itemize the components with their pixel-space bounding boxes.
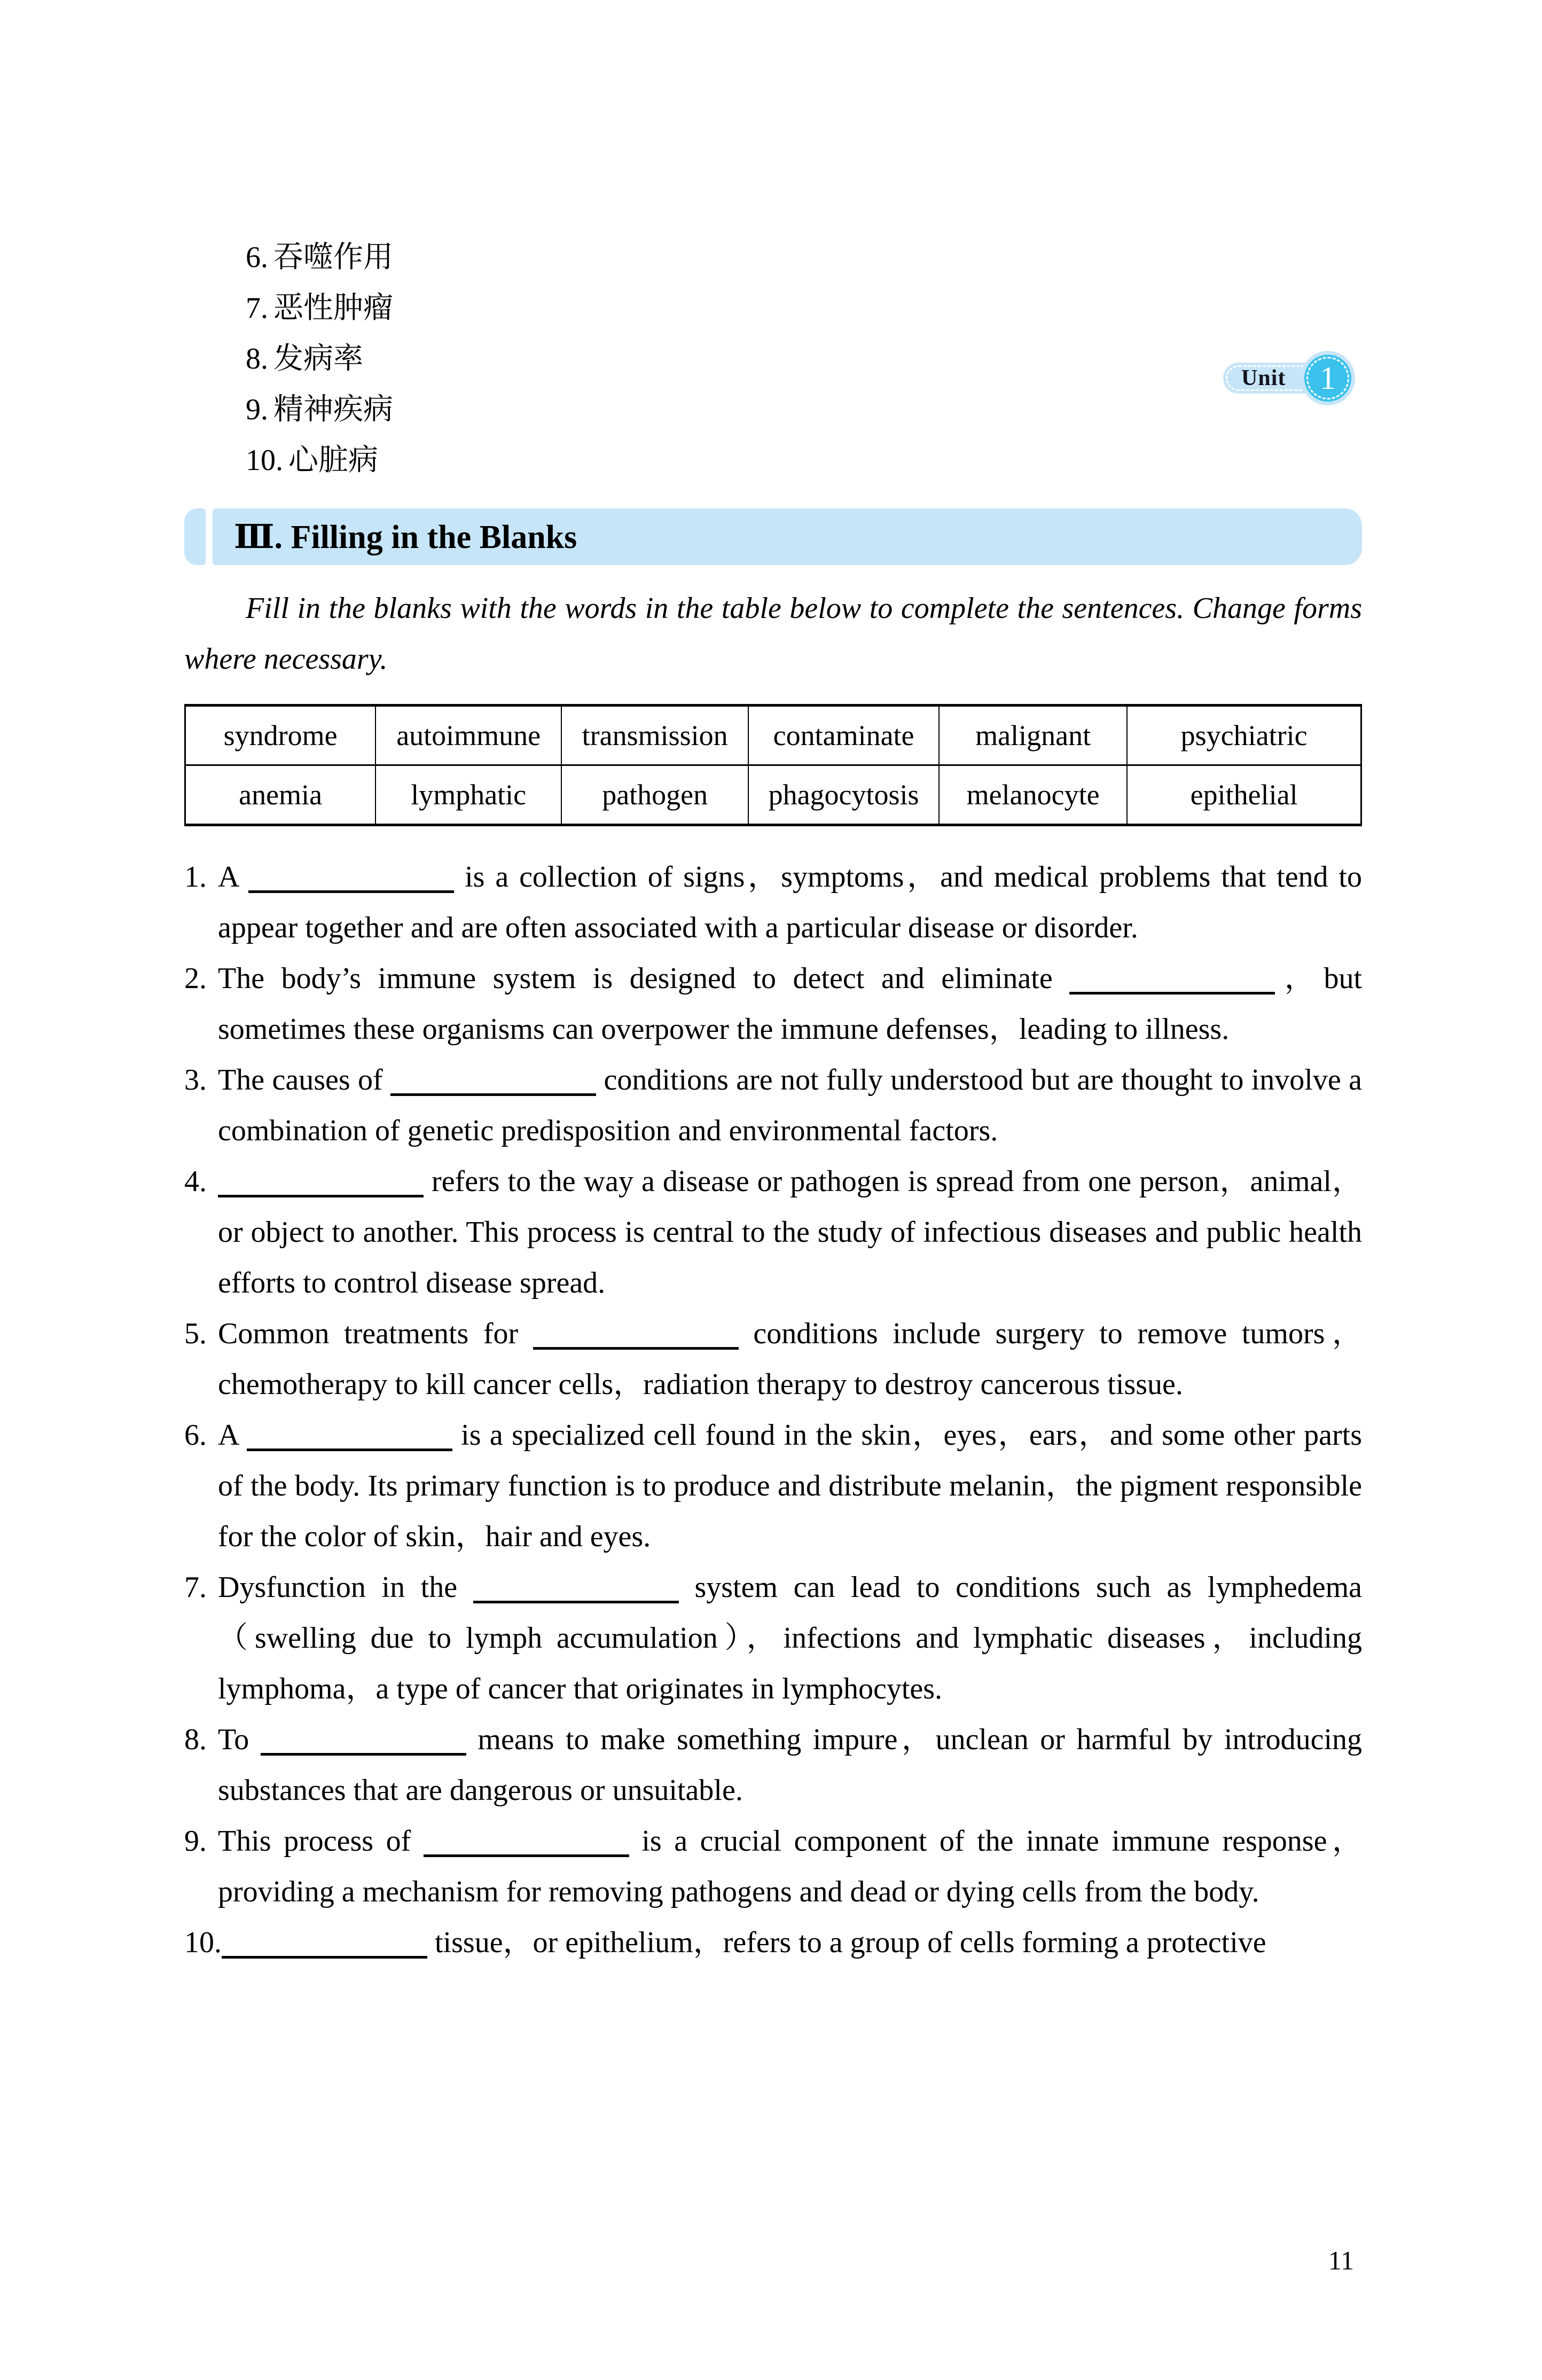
item-number: 10. (246, 444, 283, 477)
table-row (185, 765, 1361, 825)
cn-list-item (246, 283, 1362, 334)
sentence-text: The body’s immune system is designed to detect and eliminate (218, 962, 1070, 995)
sentence-text: Common treatments for (218, 1317, 533, 1350)
sentence-text: Dysfunction in the (218, 1571, 473, 1604)
word-cell: pathogen (561, 765, 748, 825)
item-number: 6. (246, 241, 268, 274)
item-number: 9. (184, 1825, 207, 1858)
item-number: 4. (184, 1165, 207, 1198)
sentence-item (184, 1562, 1362, 1714)
sentence-text: A (218, 1419, 247, 1452)
item-number: 10. (184, 1926, 222, 1959)
item-text: 心脏病 (288, 444, 378, 477)
item-number: 7. (184, 1571, 207, 1604)
item-text: 发病率 (273, 342, 363, 375)
fill-blank-line (1069, 965, 1275, 995)
sentence-text: is a crucial component of the innate immune response，providing a mechanism for removing pathogens and dead or dying cells from the body. (218, 1825, 1362, 1908)
fill-blank-line (248, 863, 454, 893)
item-number: 5. (184, 1317, 207, 1350)
item-number: 1. (184, 860, 207, 894)
sentence-text: The causes of (218, 1063, 391, 1097)
item-number: 7. (246, 292, 268, 325)
section-title: Ⅲ. Filling in the Blanks (234, 519, 577, 555)
sentence-text: means to make something impure，unclean or harmful by introducing substances that are dangerous or unsuitable. (218, 1723, 1363, 1807)
section-title-bar (213, 508, 1362, 565)
fill-blank-line (247, 1421, 452, 1451)
word-cell: syndrome (185, 706, 376, 765)
word-cell: lymphatic (375, 765, 561, 825)
word-cell: phagocytosis (748, 765, 939, 825)
item-text: 恶性肿瘤 (273, 292, 393, 325)
page-content (184, 232, 1362, 1968)
exercise-list (184, 852, 1362, 1968)
cn-list-item (246, 385, 1362, 435)
word-cell: anemia (185, 765, 376, 825)
word-table-body (185, 706, 1361, 825)
sentence-text: conditions include surgery to remove tumors，chemotherapy to kill cancer cells，radiation therapy to destroy cancerous tissue. (218, 1317, 1362, 1401)
sentence-item (184, 1714, 1362, 1816)
sentence-item (184, 1055, 1362, 1156)
cn-list-item (246, 232, 1362, 283)
sentence-text: tissue，or epithelium，refers to a group of cells forming a protective (427, 1926, 1266, 1959)
sentence-text: conditions are not fully understood but are thought to involve a combination of genetic predisposition and environmental factors. (218, 1063, 1362, 1147)
sentence-text: system can lead to conditions such as lymphedema（swelling due to lymph accumulation），infections and lymphatic diseases，including lymphoma，a type of cancer that originates in lymphocytes. (218, 1571, 1362, 1705)
word-cell: psychiatric (1127, 706, 1361, 765)
fill-blank-line (390, 1066, 596, 1096)
unit-badge (1223, 351, 1359, 405)
word-cell: malignant (939, 706, 1127, 765)
word-cell: autoimmune (375, 706, 561, 765)
sentence-item (184, 1917, 1362, 1968)
item-number: 3. (184, 1063, 207, 1097)
fill-blank-line (424, 1827, 629, 1857)
item-number: 2. (184, 962, 207, 995)
unit-number-circle (1301, 351, 1355, 405)
sentence-text: To (218, 1723, 261, 1756)
sentence-text: refers to the way a disease or pathogen is spread from one person，animal，or object to another. This process is central to the study of infectious diseases and public health efforts to control disease spread. (218, 1165, 1362, 1299)
sentence-text: is a collection of signs，symptoms，and medical problems that tend to appear together and are often associated with a particular disease or disorder. (218, 860, 1362, 944)
cn-word-list (246, 232, 1362, 486)
fill-blank-line (533, 1320, 739, 1350)
sentence-item (184, 1309, 1362, 1410)
item-number: 6. (184, 1419, 207, 1452)
section-header (184, 508, 1362, 565)
sentence-text: This process of (218, 1825, 424, 1858)
table-row (185, 706, 1361, 765)
unit-label: Unit (1241, 366, 1286, 390)
item-number: 8. (184, 1723, 207, 1756)
fill-blank-line (261, 1726, 466, 1756)
section-accent-bar (184, 508, 206, 565)
sentence-text: ，but sometimes these organisms can overpower the immune defenses，leading to illness. (218, 962, 1363, 1046)
item-text: 精神疾病 (273, 393, 393, 426)
fill-blank-line (218, 1168, 424, 1197)
word-cell: transmission (561, 706, 748, 765)
word-bank-table (184, 704, 1362, 826)
unit-number-disc (1304, 355, 1351, 402)
unit-number: 1 (1320, 361, 1336, 396)
word-cell: melanocyte (939, 765, 1127, 825)
item-number: 8. (246, 342, 268, 375)
fill-blank-line (473, 1573, 679, 1603)
sentence-item (184, 1410, 1362, 1562)
item-text: 吞噬作用 (273, 241, 393, 274)
cn-list-item (246, 435, 1362, 486)
sentence-item (184, 1156, 1362, 1309)
sentence-item (184, 852, 1362, 953)
textbook-page (0, 232, 1542, 2380)
item-number: 9. (246, 393, 268, 426)
word-cell: contaminate (748, 706, 939, 765)
sentence-item (184, 1816, 1362, 1917)
cn-list-item (246, 334, 1362, 385)
page-number: 11 (1328, 2245, 1354, 2275)
word-cell: epithelial (1127, 765, 1361, 825)
sentence-text: is a specialized cell found in the skin，eyes，ears，and some other parts of the body. Its primary function is to produce and distribute melanin，the pigment responsible for the color of skin，hair and eyes. (218, 1419, 1363, 1553)
exercise-instructions: Fill in the blanks with the words in the table below to complete the sentences. Change forms where necessary. (184, 592, 1362, 676)
sentence-text: A (218, 860, 249, 894)
fill-blank-line (222, 1929, 427, 1959)
sentence-item (184, 953, 1362, 1055)
